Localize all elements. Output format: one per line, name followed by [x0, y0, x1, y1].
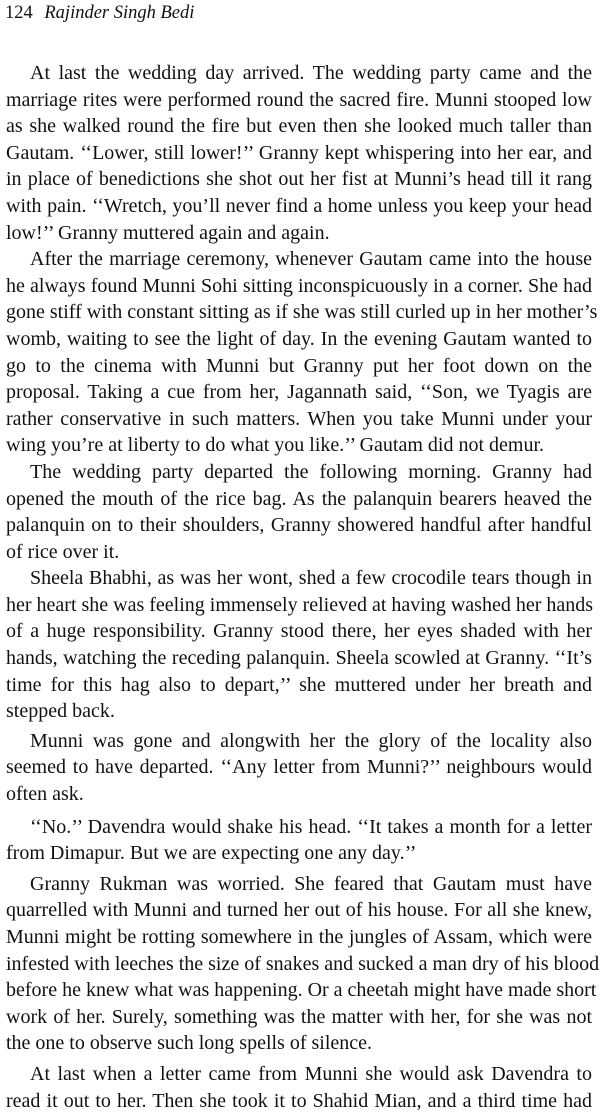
- text-line: Granny Rukman was worried. She feared that Gautam must have: [30, 872, 592, 895]
- text-line: from Dimapur. But we are expecting one any day.’’: [6, 842, 417, 865]
- text-line: her heart she was feeling immensely relieved at having washed her hands: [6, 593, 594, 616]
- text-line: time for this hag also to depart,’’ she muttered under her breath and: [6, 673, 592, 696]
- text-line: infested with leeches the size of snakes and sucked a man dry of his blood: [6, 952, 600, 975]
- paragraph: [6, 459, 592, 565]
- page-number: 124: [5, 3, 33, 23]
- text-line: the one to observe such long spells of silence.: [6, 1032, 373, 1055]
- paragraph: [6, 565, 592, 725]
- text-line: in place of benedictions she shot out her fist at Munni’s head till it rang: [6, 168, 592, 191]
- text-line: ‘‘No.’’ Davendra would shake his head. ‘‘It takes a month for a letter: [30, 815, 592, 838]
- text-line: Gautam. ‘‘Lower, still lower!’’ Granny kept whispering into her ear, and: [6, 141, 592, 164]
- running-header: [5, 0, 194, 26]
- text-line: seemed to have departed. ‘‘Any letter from Munni?’’ neighbours would: [6, 756, 592, 779]
- text-line: read it out to her. Then she took it to Shahid Mian, and a third time had: [6, 1089, 592, 1112]
- text-line: At last when a letter came from Munni she would ask Davendra to: [30, 1062, 592, 1085]
- text-line: low!’’ Granny muttered again and again.: [6, 221, 330, 244]
- text-line: opened the mouth of the rice bag. As the palanquin bearers heaved the: [6, 487, 592, 510]
- text-line: womb, waiting to see the light of day. In the evening Gautam wanted to: [6, 327, 592, 350]
- text-line: of rice over it.: [6, 540, 120, 563]
- text-line: as she walked round the fire but even then she looked much taller than: [6, 115, 592, 138]
- text-line: go to the cinema with Munni but Granny put her foot down on the: [6, 354, 592, 377]
- text-line: Munni was gone and alongwith her the glory of the locality also: [30, 729, 592, 752]
- text-line: stepped back.: [6, 700, 115, 723]
- running-head-author: Rajinder Singh Bedi: [44, 3, 195, 23]
- text-line: often ask.: [6, 783, 84, 806]
- text-line: Sheela Bhabhi, as was her wont, shed a few crocodile tears though in: [30, 567, 592, 590]
- paragraph: [6, 814, 592, 867]
- text-line: At last the wedding day arrived. The wedding party came and the: [30, 62, 592, 84]
- text-line: before he knew what was happening. Or a cheetah might have made short: [6, 979, 597, 1002]
- text-line: quarrelled with Munni and turned her out of his house. For all she knew,: [6, 899, 592, 922]
- text-line: The wedding party departed the following morning. Granny had: [30, 460, 592, 483]
- text-line: Munni might be rotting somewhere in the jungles of Assam, which were: [6, 926, 592, 948]
- text-line: palanquin on to their shoulders, Granny showered handful after handful: [6, 514, 592, 537]
- paragraph: [6, 728, 592, 808]
- text-line: with pain. ‘‘Wretch, you’ll never find a home unless you keep your head: [6, 194, 592, 217]
- text-line: of a huge responsibility. Granny stood there, her eyes shaded with her: [6, 620, 592, 643]
- text-line: gone stiff with constant sitting as if she was still curled up in her mother’s: [6, 301, 598, 324]
- body-text: [6, 60, 600, 1118]
- text-line: he always found Munni Sohi sitting inconspicuously in a corner. She had: [6, 274, 592, 297]
- text-line: After the marriage ceremony, whenever Gautam came into the house: [30, 248, 592, 271]
- paragraph: [6, 246, 598, 459]
- text-line: work of her. Surely, something was the matter with her, for she was not: [6, 1005, 592, 1028]
- paragraph: [6, 60, 592, 246]
- text-line: rather conservative in such matters. When you take Munni under your: [6, 407, 592, 430]
- text-line: marriage rites were performed round the sacred fire. Munni stooped low: [6, 88, 592, 111]
- paragraph: [6, 871, 600, 1057]
- text-line: wing you’re at liberty to do what you like.’’ Gautam did not demur.: [6, 434, 545, 457]
- text-line: proposal. Taking a cue from her, Jagannath said, ‘‘Son, we Tyagis are: [6, 381, 592, 404]
- paragraph: [6, 1061, 592, 1114]
- text-line: hands, watching the receding palanquin. Sheela scowled at Granny. ‘‘It’s: [6, 647, 592, 670]
